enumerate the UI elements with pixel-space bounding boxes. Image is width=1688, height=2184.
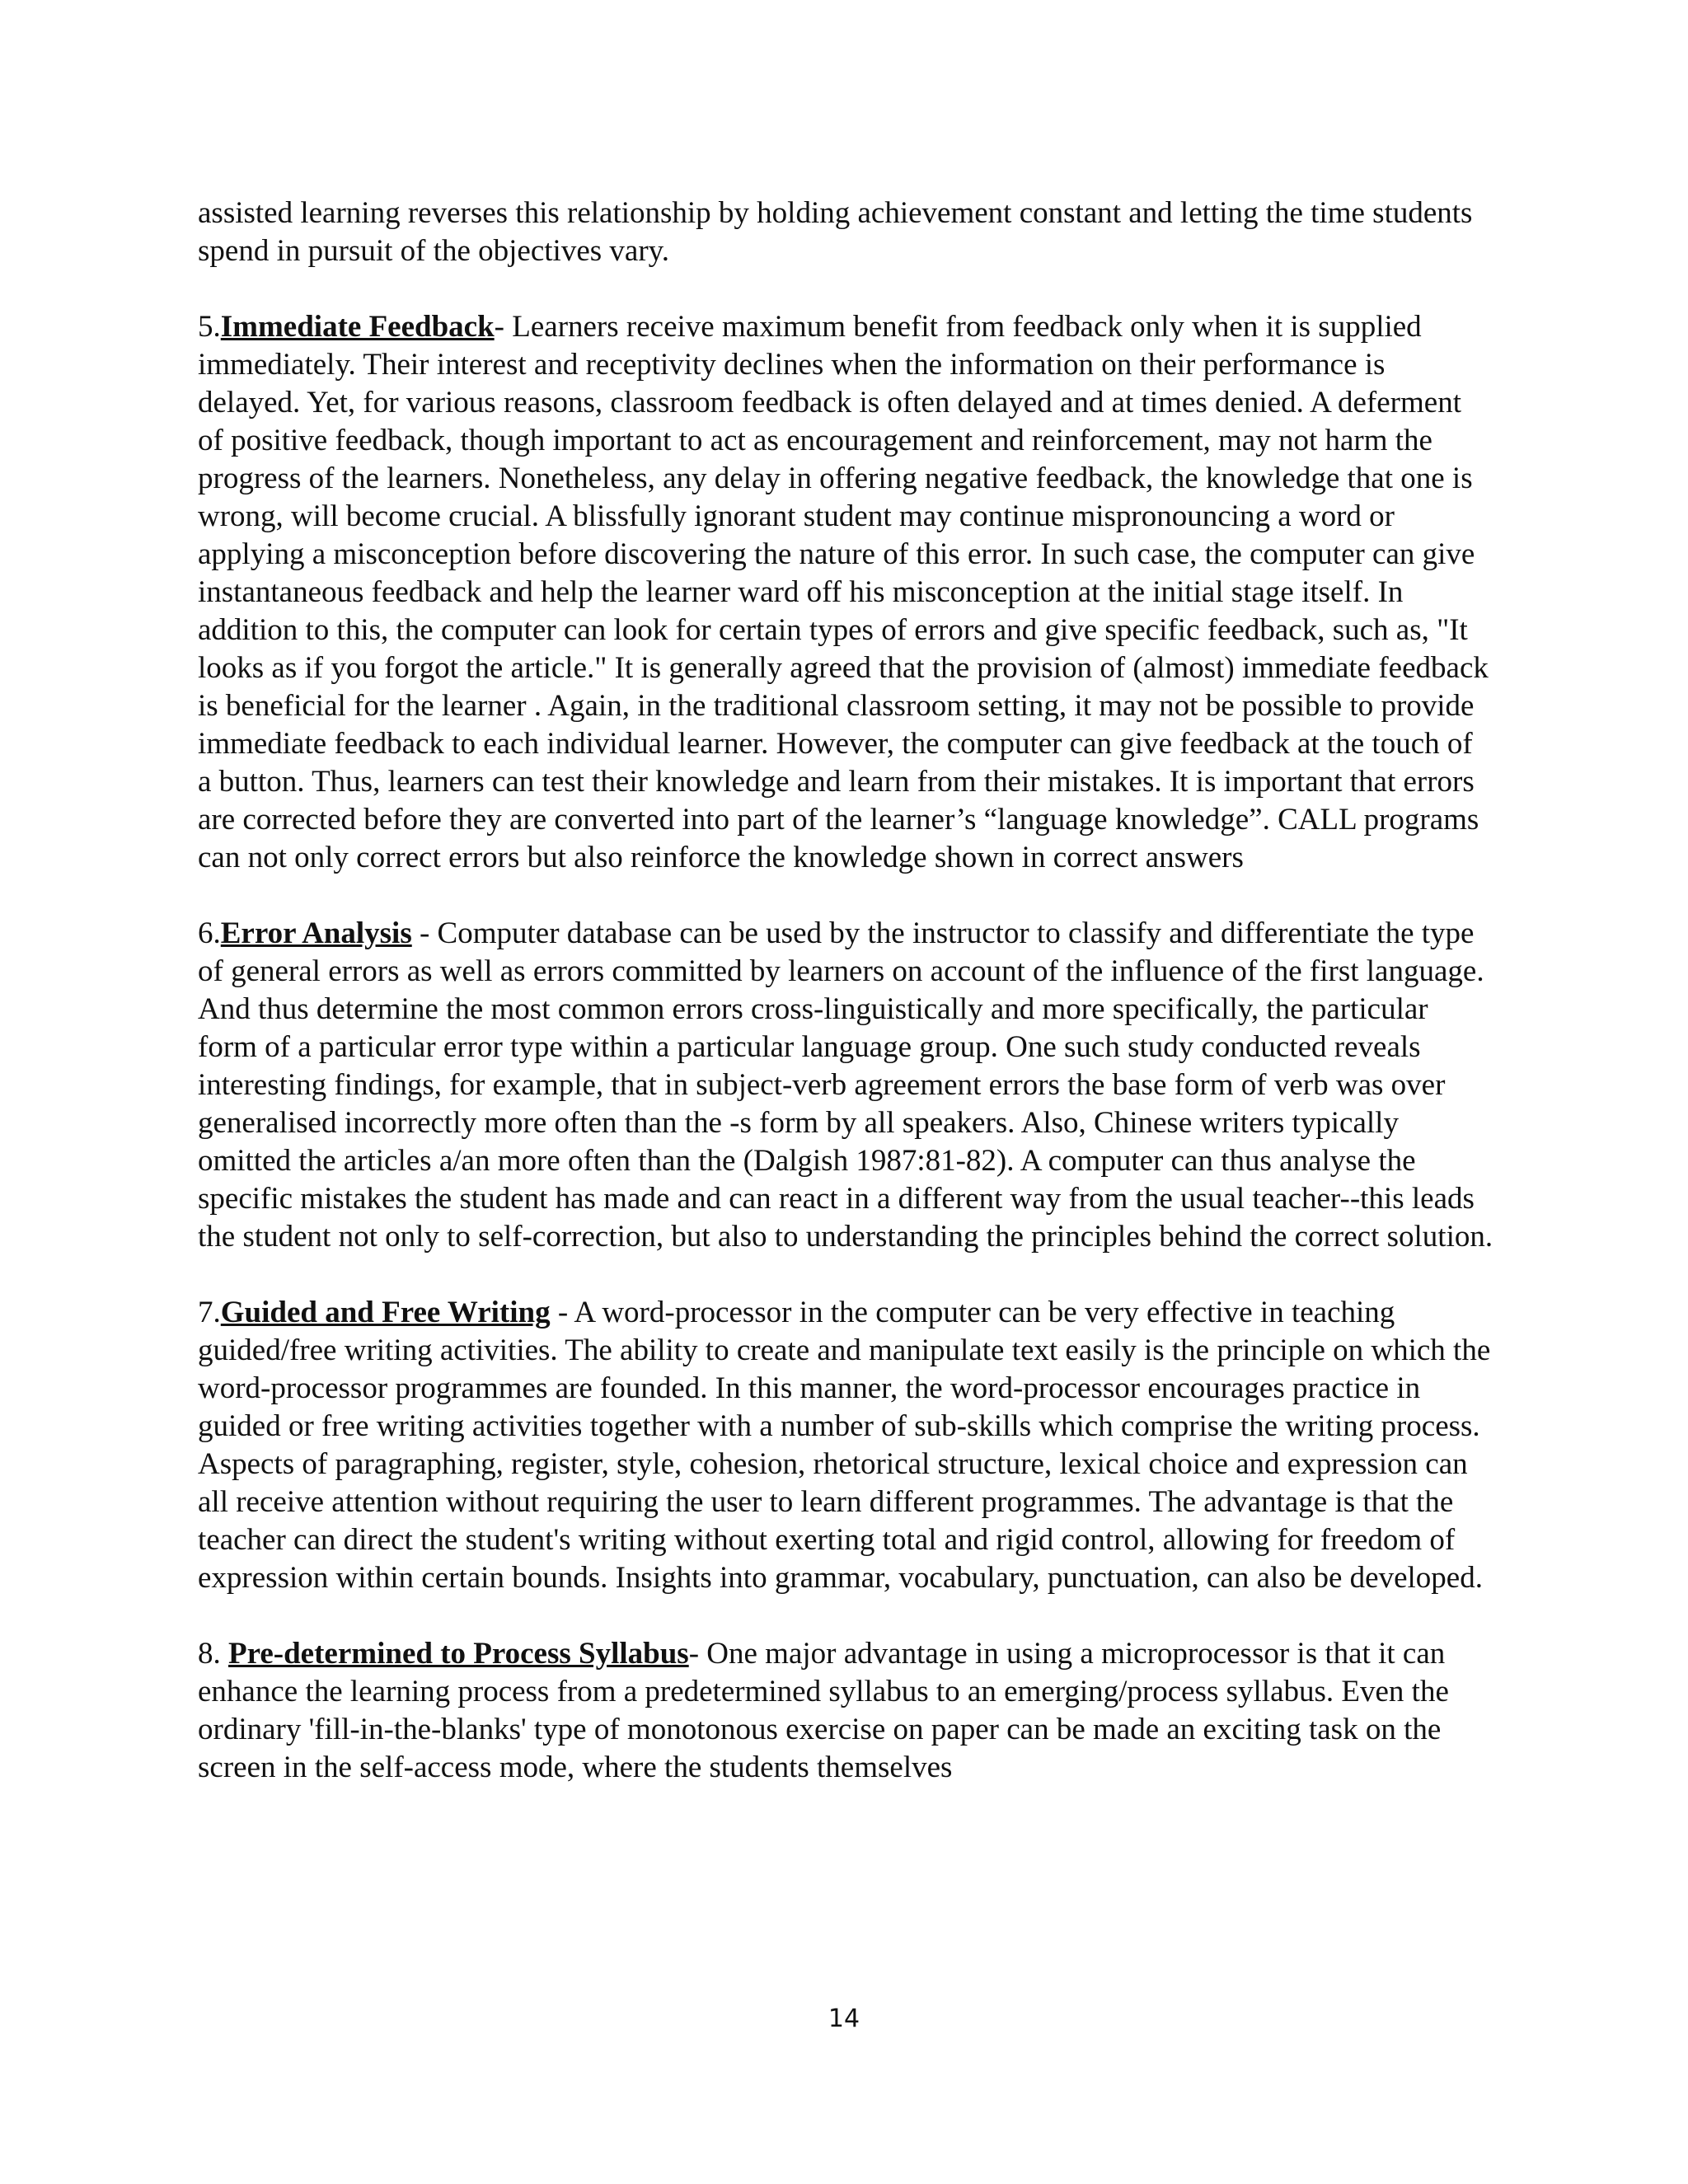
body-text xyxy=(198,194,1493,1825)
paragraph-text: - Learners receive maximum benefit from feedback only when it is supplied immediately. Their interest and receptivity declines when the information on their performance is delayed. Yet, for various reasons, classroom feedback is often delayed and at times denied. A deferment of positive feedback, though important to act as encouragement and reinforcement, may not harm the progress of the learners. Nonetheless, any delay in offering negative feedback, the knowledge that one is wrong, will become crucial. A blissfully ignorant student may continue mispronouncing a word or applying a misconception before discovering the nature of this error. In such case, the computer can give instantaneous feedback and help the learner ward off his misconception at the initial stage itself. In addition to this, the computer can look for certain types of errors and give specific feedback, such as, "It looks as if you forgot the article." It is generally agreed that the provision of (almost) immediate feedback is beneficial for the learner . Again, in the traditional classroom setting, it may not be possible to provide immediate feedback to each individual learner. However, the computer can give feedback at the touch of a button. Thus, learners can test their knowledge and learn from their mistakes. It is important that errors are corrected before they are converted into part of the learner’s “language knowledge”. CALL programs can not only correct errors but also reinforce the knowledge shown in correct answers xyxy=(198,310,1489,874)
paragraph-number: 6. xyxy=(198,916,221,950)
paragraph-process-syllabus xyxy=(198,1635,1493,1787)
paragraph-guided-free-writing xyxy=(198,1294,1493,1597)
paragraph-number: 7. xyxy=(198,1296,221,1329)
page-number: 14 xyxy=(828,2004,860,2033)
paragraph-number: 8. xyxy=(198,1637,228,1671)
paragraph-number: 5. xyxy=(198,310,221,344)
paragraph-text: assisted learning reverses this relationship by holding achievement constant and letting the time students spend in pursuit of the objectives vary. xyxy=(198,196,1473,268)
section-heading: Pre-determined to Process Syllabus xyxy=(228,1637,689,1671)
paragraph-immediate-feedback xyxy=(198,308,1493,877)
paragraph-text: - Computer database can be used by the instructor to classify and differentiate the type of general errors as well as errors committed by learners on account of the influence of the first language. And thus determine the most common errors cross-linguistically and more specifically, the particular form of a particular error type within a particular language group. One such study conducted reveals interesting findings, for example, that in subject-verb agreement errors the base form of verb was over generalised incorrectly more often than the -s form by all speakers. Also, Chinese writers typically omitted the articles a/an more often than the (Dalgish 1987:81-82). A computer can thus analyse the specific mistakes the student has made and can react in a different way from the usual teacher--this leads the student not only to self-correction, but also to understanding the principles behind the correct solution. xyxy=(198,916,1493,1254)
section-heading: Error Analysis xyxy=(220,916,412,950)
section-heading: Immediate Feedback xyxy=(220,310,495,344)
paragraph-text: - A word-processor in the computer can be very effective in teaching guided/free writing activities. The ability to create and manipulate text easily is the principle on which the word-processor programmes are founded. In this manner, the word-processor encourages practice in guided or free writing activities together with a number of sub-skills which comprise the writing process. Aspects of paragraphing, register, style, cohesion, rhetorical structure, lexical choice and expression can all receive attention without requiring the user to learn different programmes. The advantage is that the teacher can direct the student's writing without exerting total and rigid control, allowing for freedom of expression within certain bounds. Insights into grammar, vocabulary, punctuation, can also be developed. xyxy=(198,1296,1491,1595)
section-heading: Guided and Free Writing xyxy=(220,1296,551,1329)
paragraph-error-analysis xyxy=(198,915,1493,1256)
paragraph-text: - One major advantage in using a microprocessor is that it can enhance the learning process from a predetermined syllabus to an emerging/process syllabus. Even the ordinary 'fill-in-the-blanks' type of monotonous exercise on paper can be made an exciting task on the screen in the self-access mode, where the students themselves xyxy=(198,1637,1449,1784)
paragraph-continuation xyxy=(198,194,1493,270)
